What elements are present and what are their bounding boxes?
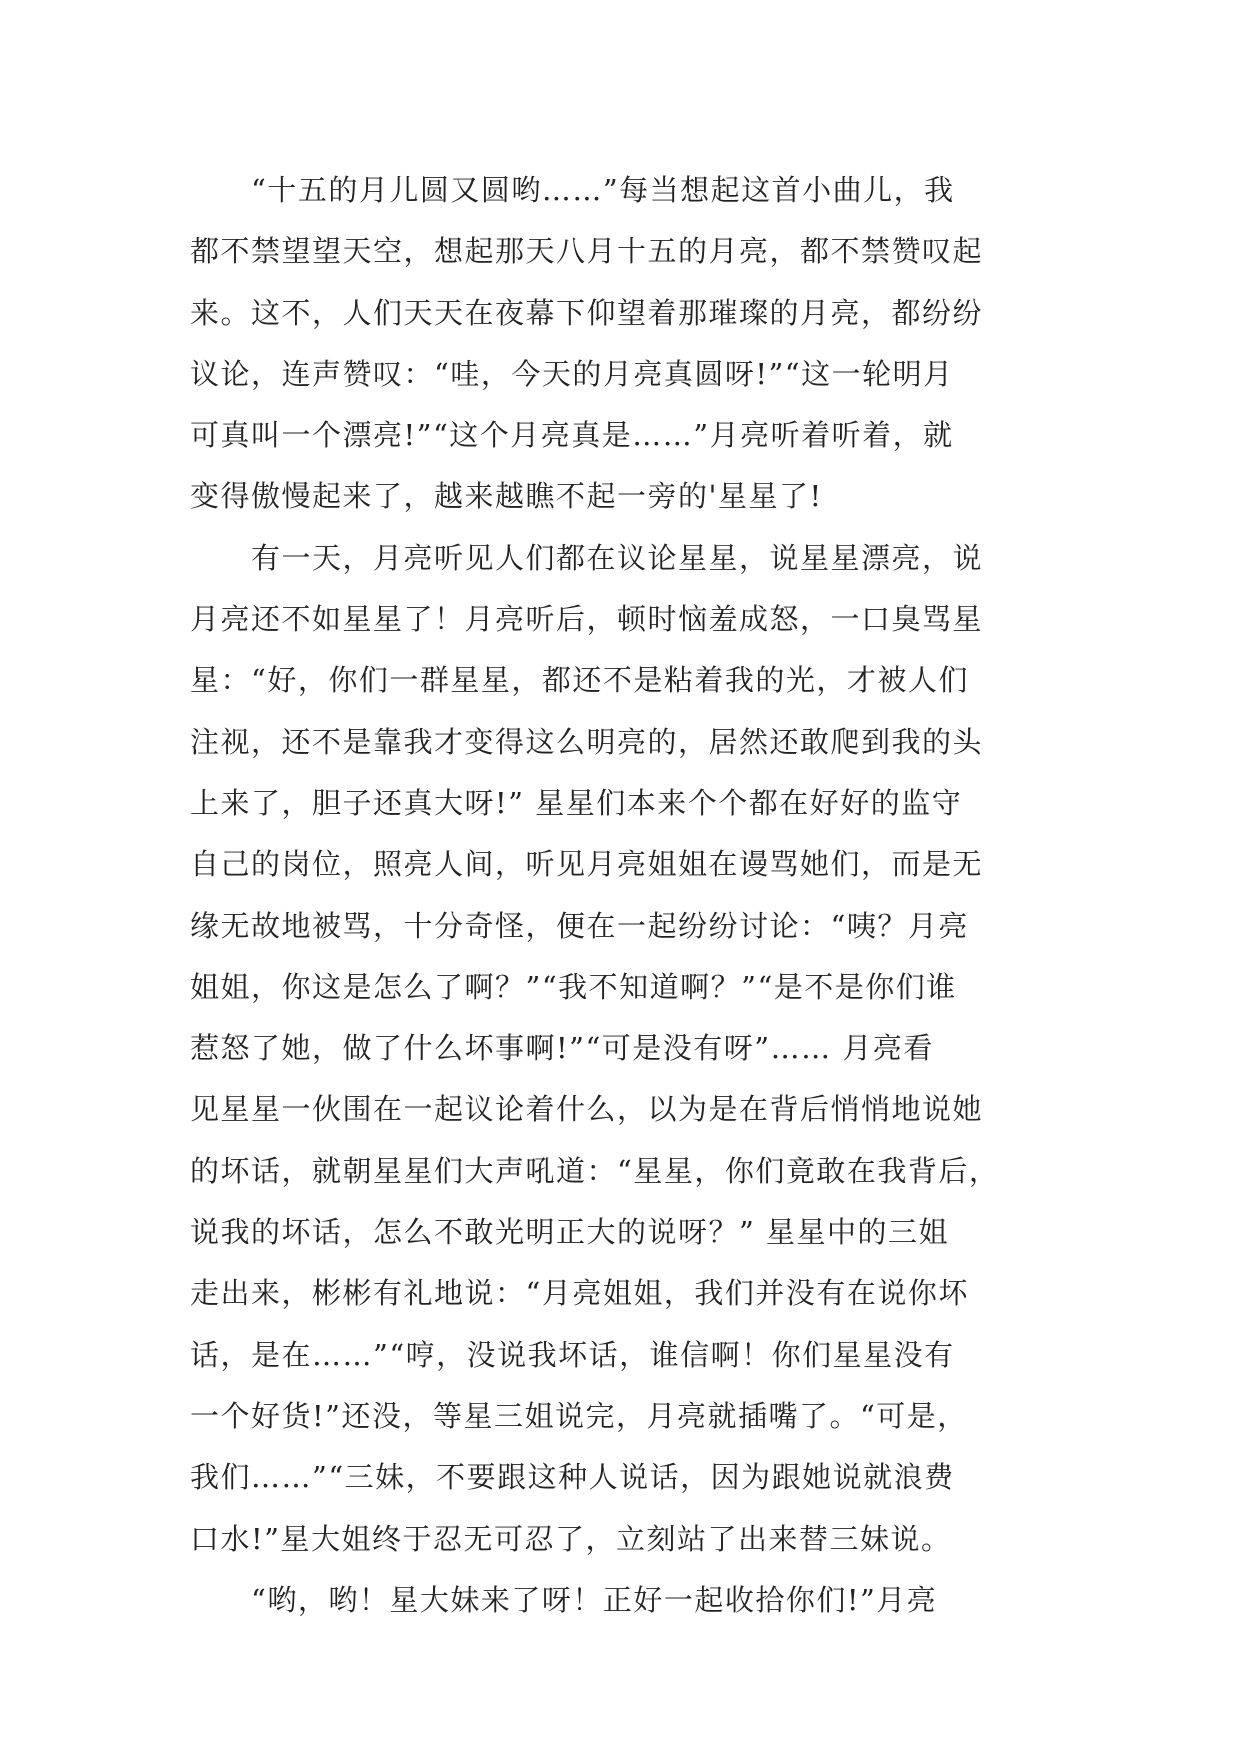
text-line: 有一天，月亮听见人们都在议论星星，说星星漂亮，说 bbox=[190, 540, 984, 575]
text-line: 可真叫一个漂亮!”“这个月亮真是……”月亮听着听着，就 bbox=[190, 418, 954, 453]
text-line: 话，是在……”“哼，没说我坏话，谁信啊！你们星星没有 bbox=[190, 1337, 955, 1372]
text-line: 来。这不，人们天天在夜幕下仰望着那璀璨的月亮，都纷纷 bbox=[190, 295, 984, 330]
text-line: 见星星一伙围在一起议论着什么，以为是在背后悄悄地说她 bbox=[190, 1092, 984, 1127]
text-line: 变得傲慢起来了，越来越瞧不起一旁的'星星了! bbox=[190, 479, 823, 514]
text-line: 说我的坏话，怎么不敢光明正大的说呀？” 星星中的三姐 bbox=[190, 1215, 950, 1250]
paragraph-2 bbox=[190, 528, 1050, 1570]
text-line: 月亮还不如星星了！月亮听后，顿时恼羞成怒，一口臭骂星 bbox=[190, 602, 984, 637]
text-line: 一个好货!”还没，等星三姐说完，月亮就插嘴了。“可是， bbox=[190, 1398, 968, 1433]
paragraph-1 bbox=[190, 160, 1050, 528]
text-line: 议论，连声赞叹：“哇，今天的月亮真圆呀!”“这一轮明月 bbox=[190, 356, 954, 391]
text-line: 自己的岗位，照亮人间，听见月亮姐姐在谩骂她们，而是无 bbox=[190, 847, 984, 882]
text-line: “哟，哟！星大妹来了呀！正好一起收拾你们!”月亮 bbox=[190, 1582, 938, 1617]
document-page bbox=[190, 160, 1050, 1631]
text-line: 星：“好，你们一群星星，都还不是粘着我的光，才被人们 bbox=[190, 663, 969, 698]
text-line: 惹怒了她，做了什么坏事啊!”“可是没有呀”…… 月亮看 bbox=[190, 1031, 934, 1066]
text-line: 注视，还不是靠我才变得这么明亮的，居然还敢爬到我的头 bbox=[190, 724, 984, 759]
text-line: 走出来，彬彬有礼地说：“月亮姐姐，我们并没有在说你坏 bbox=[190, 1276, 969, 1311]
text-line: 口水!”星大姐终于忍无可忍了，立刻站了出来替三妹说。 bbox=[190, 1521, 952, 1556]
text-line: 我们……”“三妹，不要跟这种人说话，因为跟她说就浪费 bbox=[190, 1460, 955, 1495]
text-line: 缘无故地被骂，十分奇怪，便在一起纷纷讨论：“咦？月亮 bbox=[190, 908, 969, 943]
text-line: 的坏话，就朝星星们大声吼道：“星星，你们竟敢在我背后， bbox=[190, 1153, 1000, 1188]
text-line: 都不禁望望天空，想起那天八月十五的月亮，都不禁赞叹起 bbox=[190, 234, 984, 269]
paragraph-3 bbox=[190, 1570, 1050, 1631]
text-line: 姐姐，你这是怎么了啊？”“我不知道啊？”“是不是你们谁 bbox=[190, 969, 957, 1004]
text-line: 上来了，胆子还真大呀!” 星星们本来个个都在好好的监守 bbox=[190, 785, 963, 820]
text-line: “十五的月儿圆又圆哟……”每当想起这首小曲儿，我 bbox=[190, 173, 955, 207]
